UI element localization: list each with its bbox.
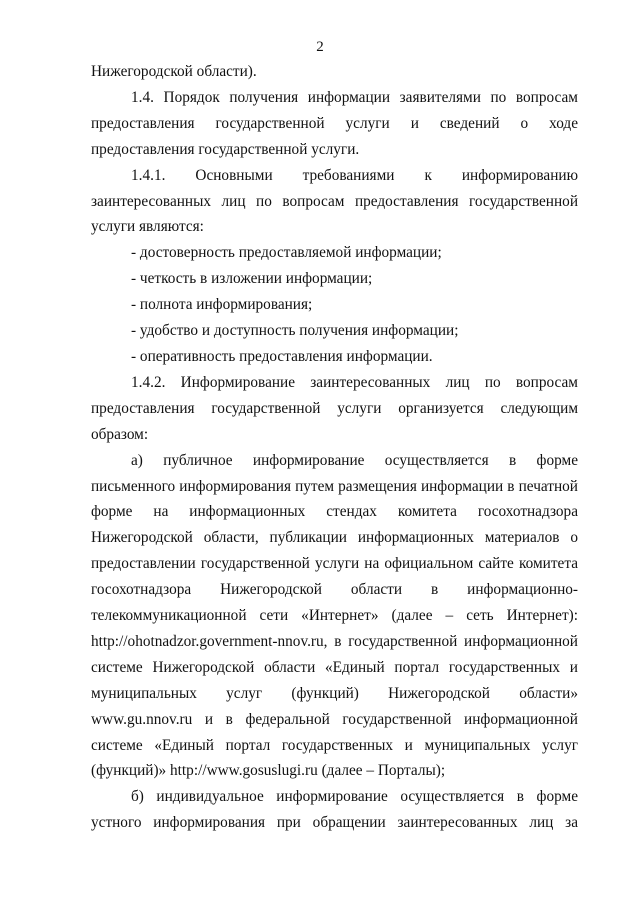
paragraph-a-public-informing: а) публичное информирование осуществляется в форме письменного информирования путем размещения информации в печатной форме на информационных стендах комитета госохотнадзора Нижегородской области, публикации информационных материалов о предоставлении государственной услуги на официальном сайте комитета госохотнадзора Нижегородской области в информационно-телекоммуникационной сети «Интернет» (далее – сеть Интернет): http://ohotnadzor.government-nnov.ru, в государственной информационной системе Нижегородской области «Единый портал государственных и муниципальных услуг (функций) Нижегородской области» www.gu.nnov.ru и в федеральной государственной информационной системе «Единый портал государственных и муниципальных услуг (функций)» http://www.gosuslugi.ru (далее – Порталы);	[91, 451, 578, 780]
paragraph-1-4-1: 1.4.1. Основными требованиями к информированию заинтересованных лиц по вопросам предоставления государственной услуги являются:	[91, 166, 578, 236]
document-body	[91, 59, 578, 836]
paragraph-1-4: 1.4. Порядок получения информации заявителями по вопросам предоставления государственной услуги и сведений о ходе предоставления государственной услуги.	[91, 88, 578, 158]
page-number: 2	[316, 39, 324, 55]
list-item-clarity: - четкость в изложении информации;	[131, 270, 373, 288]
list-item-accessibility: - удобство и доступность получения информации;	[131, 322, 459, 340]
paragraph-continuation: Нижегородской области).	[91, 63, 257, 80]
paragraph-1-4-2: 1.4.2. Информирование заинтересованных лиц по вопросам предоставления государственной услуги организуется следующим образом:	[91, 373, 578, 443]
paragraph-b-individual-informing: б) индивидуальное информирование осуществляется в форме устного информирования при обращении заинтересованных лиц за	[91, 788, 578, 832]
list-item-completeness: - полнота информирования;	[131, 296, 313, 314]
list-item-reliability: - достоверность предоставляемой информации;	[131, 244, 442, 262]
list-item-promptness: - оперативность предоставления информации.	[131, 347, 433, 365]
